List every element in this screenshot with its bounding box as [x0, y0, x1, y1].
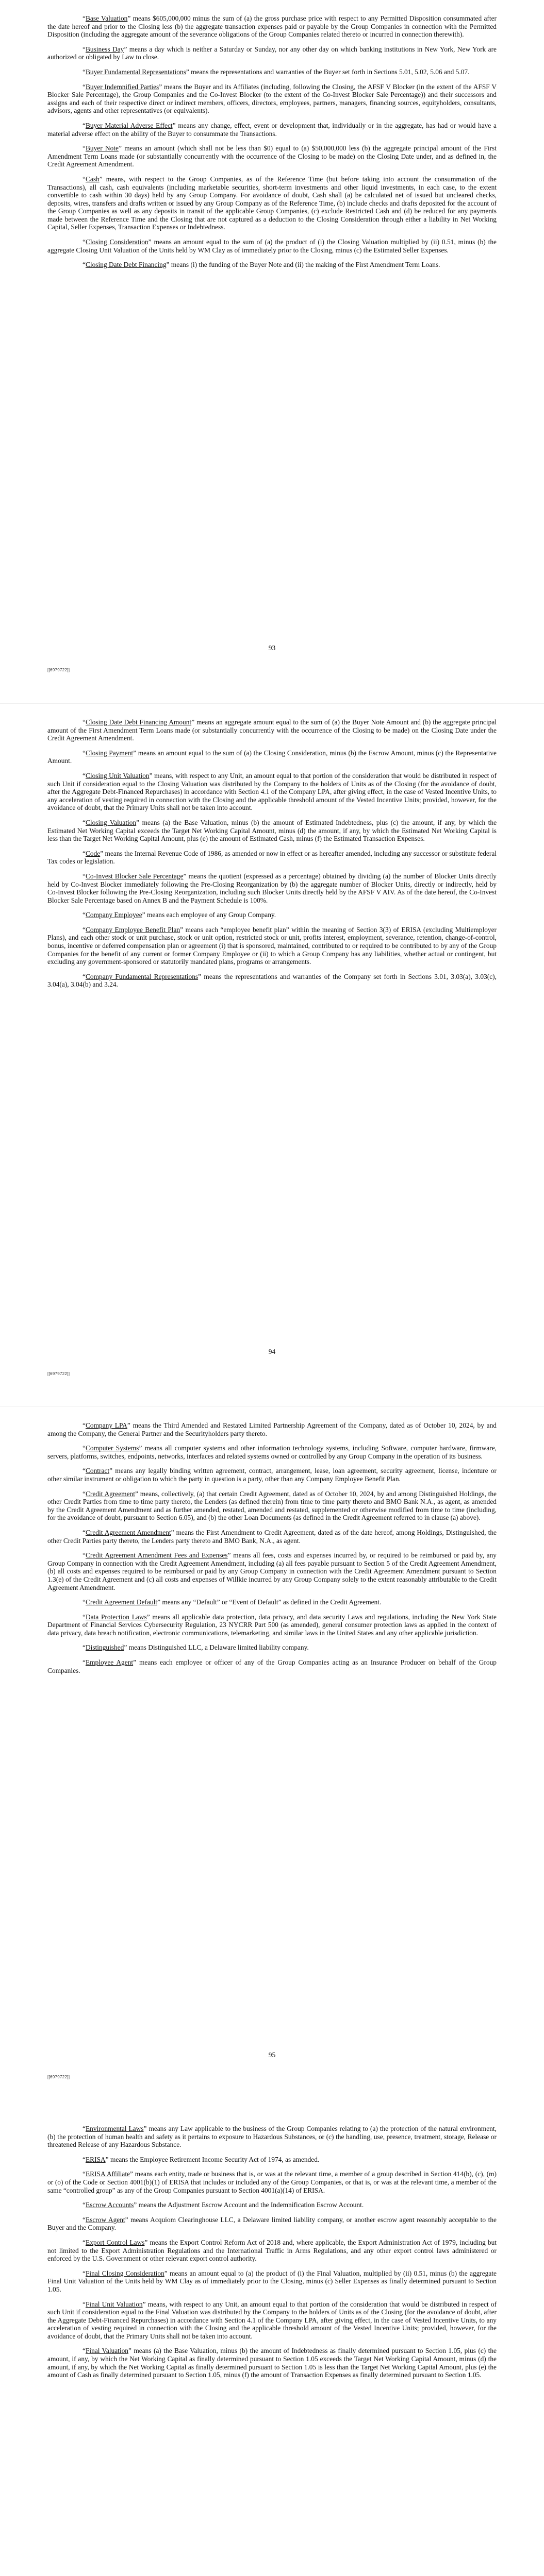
document-page [0, 1406, 544, 2110]
definition-text: means any legally binding written agreement, contract, arrangement, lease, loan agreement, security agreement, license, indenture or other similar instrument or obligation to which the party in question is a party, other than any Company Employee Benefit Plan. [47, 1467, 497, 1483]
definition-text: means any “Default” or “Event of Default” as defined in the Credit Agreement. [160, 1598, 382, 1606]
definition-text: means the Export Control Reform Act of 2018 and, where applicable, the Export Administration Act of 1979, including but not limited to the Export Administration Regulations and the International Traffic in Arms Regulations, and any other export control laws administered or enforced by the U.S. Government or other relevant export control authority. [47, 2238, 497, 2263]
defined-term: ERISA Affiliate [85, 2170, 130, 2178]
definition-paragraph: “Employee Agent” means each employee or officer of any of the Group Companies acting as an Insurance Producer on behalf of the Group Companies. [47, 1658, 497, 1674]
definition-paragraph: “Company Employee” means each employee of any Group Company. [83, 911, 276, 919]
document-id-tag: [[6979722]] [47, 2075, 70, 2079]
definition-text: means the Employee Retirement Income Security Act of 1974, as amended. [108, 2155, 320, 2163]
defined-term: Export Control Laws [85, 2238, 145, 2246]
definition-text: means (a) the Base Valuation, minus (b) the amount of Indebtedness as finally determined pursuant to Section 1.05, plus (c) the amount, if any, by which the Net Working Capital as finally determined pursuant to Section 1.05 exceeds the Target Net Working Capital Amount, minus (d) the amount, if any, by which the Net Working Capital as finally determined pursuant to Section 1.05 is less than the Target Net Working Capital Amount, plus (e) the amount of Cash as finally determined pursuant to Section 1.05, minus (f) the amount of Transaction Expenses as finally determined pursuant to Section 1.05. [47, 2347, 497, 2379]
page-number: 95 [268, 2051, 276, 2059]
definition-paragraph: “Computer Systems” means all computer systems and other information technology systems, including Software, computer hardware, firmware, servers, platforms, switches, endpoints, networks, interfaces and related systems owned or controlled by any Group Company in the operation of its business. [47, 1444, 497, 1460]
defined-term: Buyer Indemnified Parties [85, 82, 159, 91]
defined-term: Employee Agent [85, 1658, 134, 1667]
definition-text: means the quotient (expressed as a percentage) obtained by dividing (a) the number of Blocker Units directly held by Co-Invest Blocker immediately following the Pre-Closing Reorganization by (b) the aggregate number of Blocker Units, directly or indirectly, held by Co-Invest Blocker following the Pre-Closing Reorganization, including such Blocker Units directly held by the AFSF V AIV. As of the date hereof, the Co-Invest Blocker Sale Percentage based on Annex B and the Payment Schedule is 100%. [47, 872, 497, 904]
defined-term: Closing Date Debt Financing Amount [85, 718, 192, 726]
defined-term: Escrow Accounts [85, 2201, 134, 2209]
definition-text: means any Law applicable to the business of the Group Companies relating to (a) the protection of the natural environment, (b) the protection of human health and safety as it pertains to exposure to Hazardous Substances, or (c) the handling, use, presence, treatment, storage, Release or threatened Release of any Hazardous Substance. [47, 2125, 497, 2149]
definition-paragraph: “ERISA” means the Employee Retirement Income Security Act of 1974, as amended. [83, 2155, 320, 2163]
definition-text: means each employee of any Group Company. [145, 911, 276, 919]
definition-text: means all computer systems and other information technology systems, including Software, computer hardware, firmware, servers, platforms, switches, endpoints, networks, interfaces and related systems owned or controlled by any Group Company in the operation of its business. [47, 1444, 497, 1460]
definition-text: means Distinguished LLC, a Delaware limited liability company. [127, 1643, 309, 1652]
definition-paragraph: “Company LPA” means the Third Amended and Restated Limited Partnership Agreement of the Company, dated as of October 10, 2024, by and among the Company, the General Partner and the Securityholders party thereto. [47, 1421, 497, 1437]
page-number: 93 [268, 644, 276, 652]
defined-term: Credit Agreement Amendment [85, 1528, 171, 1536]
defined-term: Final Unit Valuation [85, 2300, 143, 2308]
definition-paragraph: “Co-Invest Blocker Sale Percentage” means the quotient (expressed as a percentage) obtained by dividing (a) the number of Blocker Units directly held by Co-Invest Blocker immediately following the Pre-Closing Reorganization by (b) the aggregate number of Blocker Units, directly or indirectly, held by Co-Invest Blocker following the Pre-Closing Reorganization, including such Blocker Units directly held by the AFSF V AIV. As of the date hereof, the Co-Invest Blocker Sale Percentage based on Annex B and the Payment Schedule is 100%. [47, 872, 497, 904]
definition-text: means the First Amendment to Credit Agreement, dated as of the date hereof, among Holdings, Distinguished, the other Credit Parties party thereto, the Lenders party thereto and BMO Bank, N.A., as agent. [47, 1528, 497, 1545]
definition-paragraph: “Final Unit Valuation” means, with respect to any Unit, an amount equal to that portion of the consideration that would be distributed in respect of such Unit if consideration equal to the Final Valuation was distributed by the Company to the holders of Units as of the Closing (for the avoidance of doubt, after the Aggregate Debt-Financed Repurchases) in accordance with Section 4.1 of the Company LPA, after giving effect, in the case of Vested Incentive Units, to any acceleration of vesting required in connection with the Closing and the applicable threshold amount of the Vested Incentive Units; provided, however, for the avoidance of doubt, that the Primary Units shall not be taken into account. [47, 2300, 497, 2340]
definition-text: means an amount equal to the sum of (a) the product of (i) the Closing Valuation multiplied by (ii) 0.51, minus (b) the aggregate Closing Unit Valuation of the Units held by WM Clay as of immediately prior to the Closing, minus (c) the Estimated Seller Expenses. [47, 238, 497, 254]
definition-text: means each “employee benefit plan” within the meaning of Section 3(3) of ERISA (excluding Multiemployer Plans), and each other stock or unit purchase, stock or unit option, restricted stock or unit, profits interest, employment, severance, retention, change-of-control, bonus, incentive or deferred compensation plan or agreement (i) that is sponsored, maintained, contributed to or required to be contributed to by any of the Group Companies for the benefit of any current or former Company Employee or (ii) to which a Group Company has any liabilities, whether actual or contingent, but excluding any government-sponsored or statutorily mandated plans, programs or arrangements. [47, 925, 497, 966]
definition-text: means $605,000,000 minus the sum of (a) the gross purchase price with respect to any Permitted Disposition consummated after the date hereof and prior to the Closing less (b) the aggregate transaction expenses paid or payable by the Group Companies in connection with the Permitted Disposition (including the aggregate amount of the severance obligations of the Group Companies related thereto or incurred in connection therewith). [47, 14, 497, 39]
definition-paragraph: “Closing Consideration” means an amount equal to the sum of (a) the product of (i) the Closing Valuation multiplied by (ii) 0.51, minus (b) the aggregate Closing Unit Valuation of the Units held by WM Clay as of immediately prior to the Closing, minus (c) the Estimated Seller Expenses. [47, 238, 497, 254]
definition-paragraph: “Credit Agreement Amendment Fees and Expenses” means all fees, costs and expenses incurred by, or required to be reimbursed or paid by, any Group Company in connection with the Credit Agreement Amendment, including (a) all fees payable pursuant to Section 5 of the Credit Agreement Amendment, (b) all costs and expenses required to be reimbursed or paid by any Group Company in connection with the Credit Agreement Amendment pursuant to Section 1.3(e) of the Credit Agreement and (c) all costs and expenses of Willkie incurred by any Group Company solely to the extent reasonably attributable to the Credit Agreement Amendment. [47, 1551, 497, 1591]
definition-text: means each employee or officer of any of the Group Companies acting as an Insurance Producer on behalf of the Group Companies. [47, 1658, 497, 1674]
definition-paragraph: “Credit Agreement Default” means any “Default” or “Event of Default” as defined in the Credit Agreement. [83, 1598, 382, 1606]
defined-term: Business Day [85, 45, 124, 53]
definition-paragraph: “Base Valuation” means $605,000,000 minus the sum of (a) the gross purchase price with respect to any Permitted Disposition consummated after the date hereof and prior to the Closing less (b) the aggregate transaction expenses paid or payable by the Group Companies in connection with the Permitted Disposition (including the aggregate amount of the severance obligations of the Group Companies related thereto or incurred in connection therewith). [47, 14, 497, 39]
defined-term: Data Protection Laws [85, 1613, 147, 1621]
definition-paragraph: “Closing Date Debt Financing” means (i) the funding of the Buyer Note and (ii) the making of the First Amendment Term Loans. [83, 261, 440, 269]
definition-paragraph: “Cash” means, with respect to the Group Companies, as of the Reference Time (but before taking into account the consummation of the Transactions), all cash, cash equivalents (including marketable securities, short-term investments and other liquid investments, in each case, to the extent convertible to cash within 30 days) held by any Group Company. For avoidance of doubt, Cash shall (a) be calculated net of issued but uncleared checks, deposits, wires, transfers and drafts written or issued by any Group Company as of the Reference Time, (b) include checks and drafts deposited for the account of the Group Companies as well as any deposits in transit of the applicable Group Companies, (c) exclude Restricted Cash and (d) be reduced for any payments made between the Reference Time and the Closing that are not captured as a deduction to the Closing Consideration through either a liability in Net Working Capital, Seller Expenses, Transaction Expenses or Indebtedness. [47, 175, 497, 231]
definition-paragraph: “Escrow Agent” means Acquiom Clearinghouse LLC, a Delaware limited liability company, or another escrow agent reasonably acceptable to the Buyer and the Company. [47, 2215, 497, 2232]
definition-text: means any change, effect, event or development that, individually or in the aggregate, has had or would have a material adverse effect on the ability of the Buyer to consummate the Transactions. [47, 121, 497, 138]
defined-term: Company Fundamental Representations [85, 972, 199, 980]
defined-term: Credit Agreement [85, 1489, 135, 1498]
definition-paragraph: “Escrow Accounts” means the Adjustment Escrow Account and the Indemnification Escrow Account. [83, 2201, 364, 2209]
definition-paragraph: “Final Valuation” means (a) the Base Valuation, minus (b) the amount of Indebtedness as finally determined pursuant to Section 1.05, plus (c) the amount, if any, by which the Net Working Capital as finally determined pursuant to Section 1.05 exceeds the Target Net Working Capital Amount, minus (d) the amount, if any, by which the Net Working Capital as finally determined pursuant to Section 1.05 is less than the Target Net Working Capital Amount, plus (e) the amount of Cash as finally determined pursuant to Section 1.05, minus (f) the amount of Transaction Expenses as finally determined pursuant to Section 1.05. [47, 2347, 497, 2379]
defined-term: Company Employee Benefit Plan [85, 925, 180, 934]
defined-term: Distinguished [85, 1643, 124, 1652]
document-page [0, 2110, 544, 2576]
defined-term: Company LPA [85, 1421, 127, 1429]
definition-paragraph: “Code” means the Internal Revenue Code of 1986, as amended or now in effect or as hereafter amended, including any successor or substitute federal Tax codes or legislation. [47, 849, 497, 866]
defined-term: ERISA [85, 2155, 106, 2163]
definition-text: means a day which is neither a Saturday or Sunday, nor any other day on which banking institutions in New York, New York are authorized or obligated by Law to close. [47, 45, 497, 61]
definition-text: means all fees, costs and expenses incurred by, or required to be reimbursed or paid by, any Group Company in connection with the Credit Agreement Amendment, including (a) all fees payable pursuant to Section 5 of the Credit Agreement Amendment, (b) all costs and expenses required to be reimbursed or paid by any Group Company in connection with the Credit Agreement Amendment pursuant to Section 1.3(e) of the Credit Agreement and (c) all costs and expenses of Willkie incurred by any Group Company solely to the extent reasonably attributable to the Credit Agreement Amendment. [47, 1551, 497, 1591]
definition-text: means the representations and warranties of the Buyer set forth in Sections 5.01, 5.02, 5.06 and 5.07. [189, 67, 470, 76]
definition-paragraph: “Buyer Indemnified Parties” means the Buyer and its Affiliates (including, following the Closing, the AFSF V Blocker (in the extent of the AFSF V Blocker Sale Percentage), the Group Companies and the Co-Invest Blocker (to the extent of the Co-Invest Blocker Sale Percentage)) and their successors and assigns and each of their respective direct or indirect members, officers, directors, employees, partners, managers, financing sources, equityholders, consultants, advisors, agents and other representatives (or equivalents). [47, 82, 497, 115]
definition-paragraph: “Business Day” means a day which is neither a Saturday or Sunday, nor any other day on which banking institutions in New York, New York are authorized or obligated by Law to close. [47, 45, 497, 61]
defined-term: Environmental Laws [85, 2125, 144, 2132]
definition-paragraph: “Distinguished” means Distinguished LLC, a Delaware limited liability company. [83, 1643, 309, 1652]
defined-term: Final Closing Consideration [85, 2269, 164, 2277]
definition-paragraph: “Environmental Laws” means any Law applicable to the business of the Group Companies relating to (a) the protection of the natural environment, (b) the protection of human health and safety as it pertains to exposure to Hazardous Substances, or (c) the handling, use, presence, treatment, storage, Release or threatened Release of any Hazardous Substance. [47, 2125, 497, 2149]
definition-text: means each entity, trade or business that is, or was at the relevant time, a member of a group described in Section 414(b), (c), (m) or (o) of the Code or Section 4001(b)(1) of ERISA that includes or included any of the Group Companies, or that is, or was at the relevant time, a member of the same “controlled group” as any of the Group Companies pursuant to Section 4001(a)(14) of ERISA. [47, 2170, 497, 2194]
definition-paragraph: “Contract” means any legally binding written agreement, contract, arrangement, lease, loan agreement, security agreement, license, indenture or other similar instrument or obligation to which the party in question is a party, other than any Company Employee Benefit Plan. [47, 1467, 497, 1483]
definition-paragraph: “Export Control Laws” means the Export Control Reform Act of 2018 and, where applicable, the Export Administration Act of 1979, including but not limited to the Export Administration Regulations and the International Traffic in Arms Regulations, and any other export control laws administered or enforced by the U.S. Government or other relevant export control authority. [47, 2238, 497, 2263]
definition-text: means, with respect to the Group Companies, as of the Reference Time (but before taking into account the consummation of the Transactions), all cash, cash equivalents (including marketable securities, short-term investments and other liquid investments, in each case, to the extent convertible to cash within 30 days) held by any Group Company. For avoidance of doubt, Cash shall (a) be calculated net of issued but uncleared checks, deposits, wires, transfers and drafts written or issued by any Group Company as of the Reference Time, (b) include checks and drafts deposited for the account of the Group Companies as well as any deposits in transit of the applicable Group Companies, (c) exclude Restricted Cash and (d) be reduced for any payments made between the Reference Time and the Closing that are not captured as a deduction to the Closing Consideration through either a liability in Net Working Capital, Seller Expenses, Transaction Expenses or Indebtedness. [47, 175, 497, 231]
definition-text: means, with respect to any Unit, an amount equal to that portion of the consideration that would be distributed in respect of such Unit if consideration equal to the Final Valuation was distributed by the Company to the holders of Units as of the Closing (for the avoidance of doubt, after the Aggregate Debt-Financed Repurchases) in accordance with Section 4.1 of the Company LPA, after giving effect, in the case of Vested Incentive Units, to any acceleration of vesting required in connection with the Closing and the applicable threshold amount of the Vested Incentive Units; provided, however, for the avoidance of doubt, that the Primary Units shall not be taken into account. [47, 2300, 497, 2340]
defined-term: Credit Agreement Default [85, 1598, 158, 1606]
defined-term: Co-Invest Blocker Sale Percentage [85, 872, 184, 880]
definition-paragraph: “Closing Valuation” means (a) the Base Valuation, minus (b) the amount of Estimated Indebtedness, plus (c) the amount, if any, by which the Estimated Net Working Capital exceeds the Target Net Working Capital Amount, minus (d) the amount, if any, by which the Estimated Net Working Capital is less than the Target Net Working Capital Amount, plus (e) the amount of Estimated Cash, minus (f) the Estimated Transaction Expenses. [47, 818, 497, 843]
definition-text: means Acquiom Clearinghouse LLC, a Delaware limited liability company, or another escrow agent reasonably acceptable to the Buyer and the Company. [47, 2215, 497, 2232]
definition-paragraph: “Closing Date Debt Financing Amount” means an aggregate amount equal to the sum of (a) the Buyer Note Amount and (b) the aggregate principal amount of the First Amendment Term Loans made (or substantially concurrently with the occurrence of the Closing to be made) on the Closing Date under the Credit Agreement Amendment. [47, 718, 497, 742]
defined-term: Company Employee [85, 911, 142, 919]
definition-text: means, collectively, (a) that certain Credit Agreement, dated as of October 10, 2024, by and among Distinguished Holdings, the other Credit Parties from time to time party thereto, the Lenders (as defined therein) from time to time party thereto and BMO Bank N.A., as agent, as amended by the Credit Agreement Amendment and as further amended, restated, amended and restated, supplemented or otherwise modified from time to time (including, for the avoidance of doubt, pursuant to Section 6.05), and (b) the other Loan Documents (as defined in the Credit Agreement referred to in clause (a) above). [47, 1489, 497, 1522]
definition-text: means the Third Amended and Restated Limited Partnership Agreement of the Company, dated as of October 10, 2024, by and among the Company, the General Partner and the Securityholders party thereto. [47, 1421, 497, 1437]
definition-text: means an amount (which shall not be less than $0) equal to (a) $50,000,000 less (b) the aggregate principal amount of the First Amendment Term Loans made (or substantially concurrently with the occurrence of the Closing to be made) on the Closing Date under, and as defined in, the Credit Agreement Amendment. [47, 144, 497, 168]
definition-text: means the Adjustment Escrow Account and the Indemnification Escrow Account. [137, 2201, 364, 2209]
definition-paragraph: “Final Closing Consideration” means an amount equal to (a) the product of (i) the Final Valuation, multiplied by (ii) 0.51, minus (b) the aggregate Final Unit Valuation of the Units held by WM Clay as of immediately prior to the Closing, minus (c) Seller Expenses as finally determined pursuant to Section 1.05. [47, 2269, 497, 2293]
page-number: 94 [268, 1348, 276, 1355]
defined-term: Closing Payment [85, 749, 134, 757]
definition-paragraph: “Buyer Material Adverse Effect” means any change, effect, event or development that, individually or in the aggregate, has had or would have a material adverse effect on the ability of the Buyer to consummate the Transactions. [47, 121, 497, 138]
definition-paragraph: “Company Fundamental Representations” means the representations and warranties of the Company set forth in Sections 3.01, 3.03(a), 3.03(c), 3.04(a), 3.04(b) and 3.24. [47, 972, 497, 989]
definition-paragraph: “Data Protection Laws” means all applicable data protection, data privacy, and data security Laws and regulations, including the New York State Department of Financial Services Cybersecurity Regulation, 23 NYCRR Part 500 (as amended), general consumer protection laws as applied in the context of data privacy, data breach notification, electronic communications, telemarketing, and similar laws in the United States and any other applicable jurisdiction. [47, 1613, 497, 1637]
defined-term: Final Valuation [85, 2347, 128, 2355]
definition-paragraph: “Buyer Fundamental Representations” means the representations and warranties of the Buyer set forth in Sections 5.01, 5.02, 5.06 and 5.07. [83, 67, 470, 76]
definition-text: means an aggregate amount equal to the sum of (a) the Buyer Note Amount and (b) the aggregate principal amount of the First Amendment Term Loans made (or substantially concurrently with the occurrence of the Closing to be made) on the Closing Date under the Credit Agreement Amendment. [47, 718, 497, 742]
defined-term: Buyer Fundamental Representations [85, 67, 186, 76]
defined-term: Computer Systems [85, 1444, 139, 1452]
definition-paragraph: “Credit Agreement” means, collectively, (a) that certain Credit Agreement, dated as of October 10, 2024, by and among Distinguished Holdings, the other Credit Parties from time to time party thereto, the Lenders (as defined therein) from time to time party thereto and BMO Bank N.A., as agent, as amended by the Credit Agreement Amendment and as further amended, restated, amended and restated, supplemented or otherwise modified from time to time (including, for the avoidance of doubt, pursuant to Section 6.05), and (b) the other Loan Documents (as defined in the Credit Agreement referred to in clause (a) above). [47, 1489, 497, 1522]
definition-text: means an amount equal to the sum of (a) the Closing Consideration, minus (b) the Escrow Amount, minus (c) the Representative Amount. [47, 749, 497, 765]
defined-term: Closing Consideration [85, 238, 149, 246]
definition-text: means, with respect to any Unit, an amount equal to that portion of the consideration that would be distributed in respect of such Unit if consideration equal to the Closing Valuation was distributed by the Company to the holders of Units as of the Closing (for the avoidance of doubt, after the Aggregate Debt-Financed Repurchases) in accordance with Section 4.1 of the Company LPA, after giving effect, in the case of Vested Incentive Units, to any acceleration of vesting required in connection with the Closing and the applicable threshold amount of the Vested Incentive Units; provided, however, for the avoidance of doubt, that the Primary Units shall not be taken into account. [47, 771, 497, 812]
definition-paragraph: “ERISA Affiliate” means each entity, trade or business that is, or was at the relevant time, a member of a group described in Section 414(b), (c), (m) or (o) of the Code or Section 4001(b)(1) of ERISA that includes or included any of the Group Companies, or that is, or was at the relevant time, a member of the same “controlled group” as any of the Group Companies pursuant to Section 4001(a)(14) of ERISA. [47, 2170, 497, 2194]
definition-paragraph: “Buyer Note” means an amount (which shall not be less than $0) equal to (a) $50,000,000 less (b) the aggregate principal amount of the First Amendment Term Loans made (or substantially concurrently with the occurrence of the Closing to be made) on the Closing Date under, and as defined in, the Credit Agreement Amendment. [47, 144, 497, 168]
defined-term: Contract [85, 1467, 110, 1475]
definition-text: means the representations and warranties of the Company set forth in Sections 3.01, 3.03(a), 3.03(c), 3.04(a), 3.04(b) and 3.24. [47, 972, 497, 989]
definition-text: means (a) the Base Valuation, minus (b) the amount of Estimated Indebtedness, plus (c) the amount, if any, by which the Estimated Net Working Capital exceeds the Target Net Working Capital Amount, minus (d) the amount, if any, by which the Estimated Net Working Capital is less than the Target Net Working Capital Amount, plus (e) the amount of Estimated Cash, minus (f) the Estimated Transaction Expenses. [47, 818, 497, 843]
document-page [0, 0, 544, 703]
definition-text: means all applicable data protection, data privacy, and data security Laws and regulations, including the New York State Department of Financial Services Cybersecurity Regulation, 23 NYCRR Part 500 (as amended), general consumer protection laws as applied in the context of data privacy, data breach notification, electronic communications, telemarketing, and similar laws in the United States and any other applicable jurisdiction. [47, 1613, 497, 1637]
document-id-tag: [[6979722]] [47, 1371, 70, 1376]
defined-term: Closing Unit Valuation [85, 771, 150, 779]
document-page [0, 703, 544, 1406]
defined-term: Base Valuation [85, 14, 128, 22]
defined-term: Buyer Note [85, 144, 119, 152]
defined-term: Closing Valuation [85, 818, 137, 826]
defined-term: Cash [85, 175, 100, 183]
definition-paragraph: “Closing Payment” means an amount equal to the sum of (a) the Closing Consideration, minus (b) the Escrow Amount, minus (c) the Representative Amount. [47, 749, 497, 765]
defined-term: Code [85, 849, 101, 857]
defined-term: Escrow Agent [85, 2215, 125, 2224]
defined-term: Closing Date Debt Financing [85, 261, 167, 269]
document-id-tag: [[6979722]] [47, 668, 70, 672]
definition-paragraph: “Company Employee Benefit Plan” means each “employee benefit plan” within the meaning of Section 3(3) of ERISA (excluding Multiemployer Plans), and each other stock or unit purchase, stock or unit option, restricted stock or unit, profits interest, employment, severance, retention, change-of-control, bonus, incentive or deferred compensation plan or agreement (i) that is sponsored, maintained, contributed to or required to be contributed to by any of the Group Companies for the benefit of any current or former Company Employee or (ii) to which a Group Company has any liabilities, whether actual or contingent, but excluding any government-sponsored or statutorily mandated plans, programs or arrangements. [47, 925, 497, 966]
defined-term: Buyer Material Adverse Effect [85, 121, 173, 129]
definition-text: means the Internal Revenue Code of 1986, as amended or now in effect or as hereafter amended, including any successor or substitute federal Tax codes or legislation. [47, 849, 497, 866]
definition-paragraph: “Closing Unit Valuation” means, with respect to any Unit, an amount equal to that portion of the consideration that would be distributed in respect of such Unit if consideration equal to the Closing Valuation was distributed by the Company to the holders of Units as of the Closing (for the avoidance of doubt, after the Aggregate Debt-Financed Repurchases) in accordance with Section 4.1 of the Company LPA, after giving effect, in the case of Vested Incentive Units, to any acceleration of vesting required in connection with the Closing and the applicable threshold amount of the Vested Incentive Units; provided, however, for the avoidance of doubt, that the Primary Units shall not be taken into account. [47, 771, 497, 812]
definition-paragraph: “Credit Agreement Amendment” means the First Amendment to Credit Agreement, dated as of the date hereof, among Holdings, Distinguished, the other Credit Parties party thereto, the Lenders party thereto and BMO Bank, N.A., as agent. [47, 1528, 497, 1545]
definition-text: means the Buyer and its Affiliates (including, following the Closing, the AFSF V Blocker (in the extent of the AFSF V Blocker Sale Percentage), the Group Companies and the Co-Invest Blocker (to the extent of the Co-Invest Blocker Sale Percentage)) and their successors and assigns and each of their respective direct or indirect members, officers, directors, employees, partners, managers, financing sources, equityholders, consultants, advisors, agents and other representatives (or equivalents). [47, 82, 497, 115]
definition-text: means an amount equal to (a) the product of (i) the Final Valuation, multiplied by (ii) 0.51, minus (b) the aggregate Final Unit Valuation of the Units held by WM Clay as of immediately prior to the Closing, minus (c) Seller Expenses as finally determined pursuant to Section 1.05. [47, 2269, 497, 2293]
defined-term: Credit Agreement Amendment Fees and Expenses [85, 1551, 228, 1560]
definition-text: means (i) the funding of the Buyer Note and (ii) the making of the First Amendment Term Loans. [169, 261, 440, 269]
